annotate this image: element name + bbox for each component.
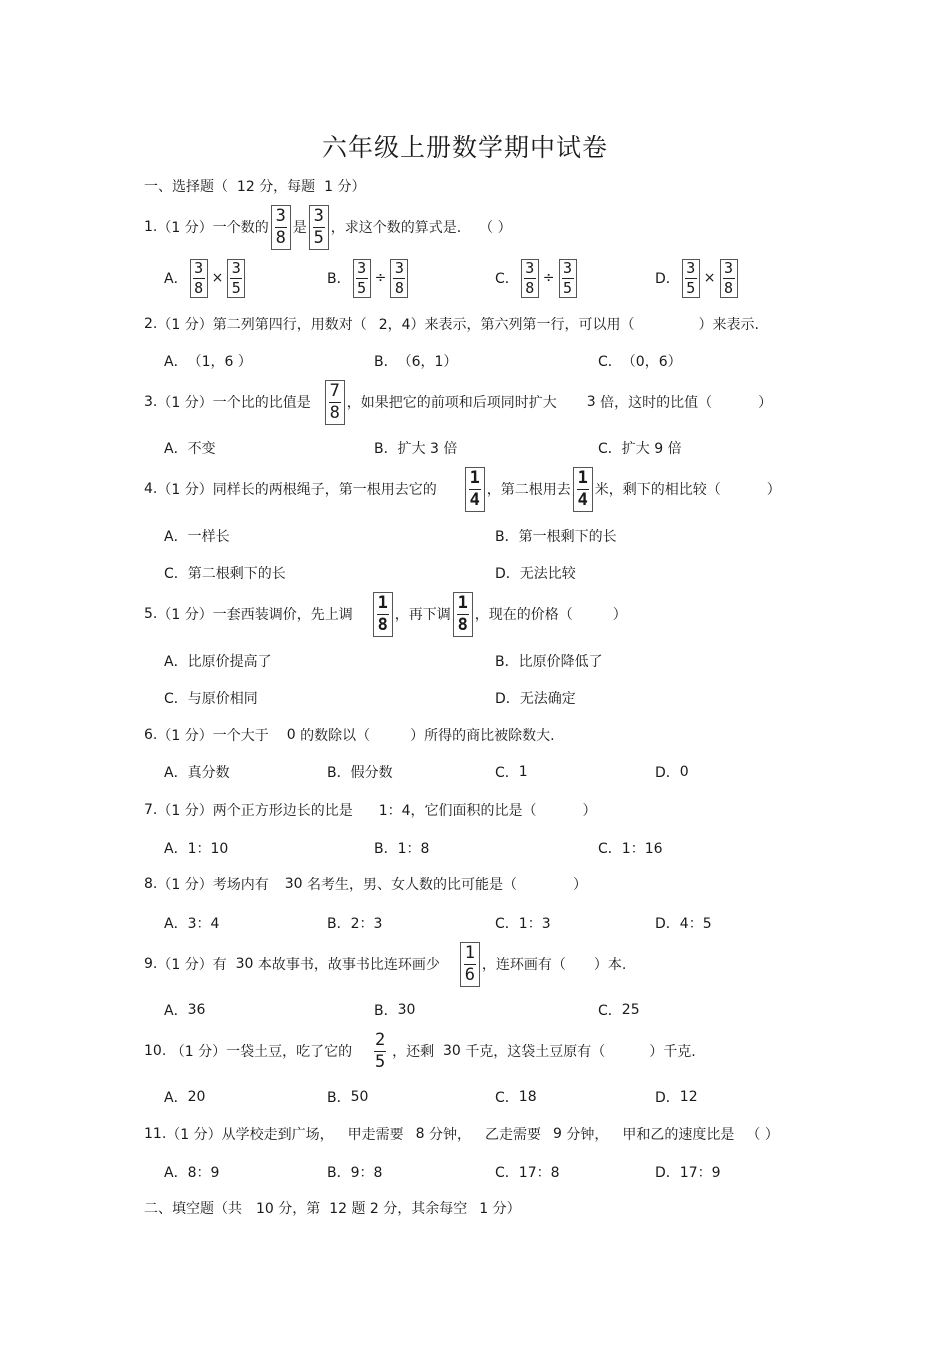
q3-option-c[interactable] — [598, 428, 682, 468]
q9-num: 9. — [144, 956, 158, 972]
q9-options-0-text: 36 — [187, 1002, 206, 1018]
q5-options-1-text: 比原价降低了 — [518, 654, 603, 670]
q11-score: （1 分） — [166, 1127, 222, 1143]
q3-text_b: ，如果把它的前项和后项同时扩大 — [346, 395, 557, 411]
section2-one: 1 — [479, 1201, 489, 1217]
q5-options-1-letter: B． — [495, 654, 519, 670]
q2-option-b[interactable] — [374, 341, 457, 381]
q4-text_c: 米，剩下的相比较（ — [594, 482, 721, 498]
q9-count: 30 — [235, 956, 254, 972]
q9-option-c[interactable] — [598, 990, 640, 1030]
q11-options-2-text: 17：8 — [518, 1165, 560, 1181]
q10-text_d: ）千克. — [649, 1044, 696, 1060]
q1-text_a: 一个数的 — [212, 220, 269, 236]
section1-mid: 分，每题 — [259, 179, 316, 195]
q1-options-3-f1-0: 3 — [686, 258, 696, 277]
q5-frac1-0: 1 — [377, 592, 388, 613]
q10-options-3-text: 12 — [679, 1089, 698, 1105]
q4-options-1-letter: B． — [495, 529, 519, 545]
q9-text_d: ）本. — [593, 957, 627, 973]
q8-options-0-letter: A． — [164, 916, 188, 932]
question-10 — [144, 1031, 696, 1071]
q2-score: （1 分） — [157, 317, 213, 333]
question-4 — [144, 469, 781, 509]
q11-option-d[interactable] — [655, 1152, 721, 1192]
fraction — [227, 259, 245, 298]
q10-options-1-letter: B． — [327, 1090, 351, 1106]
q6-score: （1 分） — [157, 728, 213, 744]
q1-frac2-1: 5 — [313, 227, 324, 248]
q1-options-0-f2-0: 3 — [231, 258, 241, 277]
q10-options-0-text: 20 — [187, 1089, 206, 1105]
q7-options-0-letter: A． — [164, 841, 188, 857]
question-1 — [144, 207, 512, 247]
q5-options-3-letter: D． — [495, 691, 520, 707]
q5-option-d[interactable] — [495, 678, 576, 718]
q11-text_g: （ ） — [746, 1127, 779, 1143]
q10-options-2-letter: C． — [495, 1090, 519, 1106]
q3-text_a: 一个比的比值是 — [212, 395, 311, 411]
section2-end: 分） — [492, 1201, 521, 1217]
fraction — [573, 467, 593, 512]
q9-text_b: 本故事书，故事书比连环画少 — [257, 957, 440, 973]
q3-frac-1: 8 — [329, 402, 340, 423]
q6-option-d[interactable] — [655, 752, 689, 792]
q8-options-1-text: 2：3 — [350, 916, 383, 932]
q6-option-b[interactable] — [327, 752, 393, 792]
q10-options-0-letter: A． — [164, 1090, 188, 1106]
q7-option-b[interactable] — [374, 828, 429, 868]
q1-is: 是 — [292, 220, 307, 236]
question-5 — [144, 594, 627, 634]
q9-options-2-text: 25 — [621, 1002, 640, 1018]
q1-options-1-letter: B． — [327, 271, 351, 287]
q8-score: （1 分） — [157, 877, 213, 893]
q2-num: 2. — [144, 316, 158, 332]
q7-options-2-text: 1：16 — [621, 841, 663, 857]
fraction — [682, 259, 700, 298]
q3-option-a[interactable] — [164, 428, 216, 468]
q1-option-d[interactable] — [655, 258, 740, 298]
q8-options-3-text: 4：5 — [679, 916, 712, 932]
q4-options-3-text: 无法比较 — [519, 566, 576, 582]
q5-text_a: 一套西装调价，先上调 — [212, 607, 353, 623]
q2-options-0-letter: A． — [164, 354, 188, 370]
q5-text_b: ，再下调 — [394, 607, 451, 623]
q1-options-2-f1-0: 3 — [525, 258, 535, 277]
q2-options-0-text: （1，6 ） — [187, 354, 252, 370]
q6-options-1-letter: B． — [327, 765, 351, 781]
section2-qnum: 12 — [329, 1201, 348, 1217]
q11-m1: 8 — [415, 1126, 425, 1142]
question-9 — [144, 944, 626, 984]
section1-label: 一、选择题（ — [144, 179, 228, 195]
q1-options-3-op: × — [703, 270, 716, 286]
q3-frac-0: 7 — [329, 380, 340, 401]
q4-options-3-letter: D． — [495, 566, 520, 582]
q8-option-d[interactable] — [655, 903, 712, 943]
q7-num: 7. — [144, 802, 158, 818]
q5-option-c[interactable] — [164, 678, 258, 718]
fraction — [720, 259, 738, 298]
q10-frac-1: 5 — [374, 1051, 386, 1072]
q2-option-a[interactable] — [164, 341, 252, 381]
q3-options-1-text: 扩大 3 倍 — [397, 441, 458, 457]
q5-options-2-text: 与原价相同 — [187, 691, 258, 707]
q11-m2: 9 — [553, 1126, 562, 1142]
section2-two: 2 — [369, 1201, 379, 1217]
fraction — [325, 380, 345, 425]
q9-option-a[interactable] — [164, 990, 205, 1030]
fraction — [190, 259, 208, 298]
q1-options-3-letter: D． — [655, 271, 680, 287]
q2-options-1-letter: B． — [374, 354, 398, 370]
fraction — [559, 259, 577, 298]
fraction — [271, 205, 291, 250]
q10-text_a: 一袋土豆，吃了它的 — [226, 1044, 353, 1060]
q10-option-b[interactable] — [327, 1077, 368, 1117]
q6-options-2-letter: C． — [495, 765, 519, 781]
q6-options-0-text: 真分数 — [187, 765, 230, 781]
q4-text_a: 同样长的两根绳子，第一根用去它的 — [212, 482, 437, 498]
q1-option-c[interactable] — [495, 258, 579, 298]
q8-options-1-letter: B． — [327, 916, 351, 932]
q11-text_c: 分钟， — [429, 1127, 471, 1143]
q7-text_b: 它们面积的比是（ — [424, 803, 537, 819]
q3-option-b[interactable] — [374, 428, 457, 468]
q9-score: （1 分） — [157, 957, 213, 973]
q1-option-a[interactable] — [164, 258, 247, 298]
q4-num: 4. — [144, 481, 158, 497]
q11-options-2-letter: C． — [495, 1165, 519, 1181]
q4-options-0-text: 一样长 — [187, 529, 230, 545]
q1-options-0-f2-1: 5 — [231, 278, 241, 297]
q4-score: （1 分） — [157, 482, 213, 498]
q8-options-0-text: 3：4 — [187, 916, 220, 932]
q11-options-1-text: 9：8 — [350, 1165, 383, 1181]
q8-text_b: 名考生，男、女人数的比可能是（ — [307, 877, 517, 893]
q10-options-1-text: 50 — [350, 1089, 369, 1105]
q4-options-0-letter: A． — [164, 529, 188, 545]
q1-options-3-f2-1: 8 — [724, 278, 734, 297]
q3-num: 3. — [144, 394, 158, 410]
q7-score: （1 分） — [157, 803, 213, 819]
q11-options-0-text: 8：9 — [187, 1165, 220, 1181]
q6-option-c[interactable] — [495, 752, 528, 792]
q7-ratio: 1：4， — [378, 803, 425, 819]
q8-option-c[interactable] — [495, 903, 551, 943]
q4-option-d[interactable] — [495, 553, 576, 593]
q1-option-b[interactable] — [327, 258, 410, 298]
question-2 — [144, 304, 759, 344]
q4-frac2-0: 1 — [577, 467, 588, 488]
q10-frac-0: 2 — [374, 1029, 386, 1050]
q2-text_b: 来表示，第六列第一行，可以用（ — [424, 317, 635, 333]
q5-text_d: ） — [612, 607, 627, 623]
q4-text_b: ，第二根用去 — [486, 482, 571, 498]
q1-options-2-f2-0: 3 — [563, 258, 573, 277]
q11-text_a: 从学校走到广场， — [221, 1127, 334, 1143]
q4-option-a[interactable] — [164, 516, 230, 556]
q6-text_a: 一个大于 — [212, 728, 269, 744]
q8-options-2-letter: C． — [495, 916, 519, 932]
q2-text_a: 第二列第四行，用数对（ — [212, 317, 367, 333]
q5-option-b[interactable] — [495, 641, 603, 681]
fraction — [521, 259, 539, 298]
q1-text_b: ，求这个数的算式是. — [330, 220, 462, 236]
q7-option-c[interactable] — [598, 828, 663, 868]
q10-options-3-letter: D． — [655, 1090, 680, 1106]
q11-text_e: 分钟， — [566, 1127, 609, 1143]
section2-mid2: 题 — [351, 1201, 366, 1217]
q5-frac2-0: 1 — [457, 592, 468, 613]
q2-options-2-text: （0，6） — [621, 354, 682, 370]
q8-num: 8. — [144, 876, 158, 892]
q3-options-2-letter: C． — [598, 441, 622, 457]
fraction — [373, 592, 393, 637]
q1-paren: （ ） — [479, 220, 512, 236]
q1-options-1-f2-1: 8 — [394, 278, 404, 297]
section2-points: 10 — [256, 1201, 274, 1217]
q4-text_d: ） — [766, 482, 781, 498]
q6-zero: 0 — [286, 727, 296, 743]
q8-count: 30 — [284, 876, 303, 892]
section2-mid3: 分，其余每空 — [383, 1201, 468, 1217]
q7-text_c: ） — [582, 803, 597, 819]
q7-text_a: 两个正方形边长的比是 — [212, 803, 353, 819]
q6-num: 6. — [144, 727, 158, 743]
q4-options-1-text: 第一根剩下的长 — [518, 529, 617, 545]
q6-options-2-text: 1 — [518, 764, 528, 780]
q5-frac1-1: 8 — [377, 614, 388, 635]
q1-options-0-f1-0: 3 — [194, 258, 204, 277]
q1-options-0-f1-1: 8 — [194, 278, 204, 297]
q7-options-0-text: 1：10 — [187, 841, 229, 857]
q4-options-2-letter: C． — [164, 566, 188, 582]
section2-mid: 分，第 — [278, 1201, 321, 1217]
q1-options-1-f1-0: 3 — [357, 258, 367, 277]
q3-score: （1 分） — [157, 395, 213, 411]
q1-options-0-letter: A． — [164, 271, 188, 287]
q11-option-b[interactable] — [327, 1152, 382, 1192]
q11-text_d: 乙走需要 — [485, 1127, 541, 1143]
q1-options-2-letter: C． — [495, 271, 519, 287]
page-title: 六年级上册数学期中试卷 — [321, 133, 608, 162]
q7-options-1-letter: B． — [374, 841, 398, 857]
q4-frac1-0: 1 — [469, 467, 480, 488]
q1-num: 1. — [144, 219, 158, 235]
q6-options-0-letter: A． — [164, 765, 188, 781]
q5-num: 5. — [144, 606, 158, 622]
q5-options-0-letter: A． — [164, 654, 188, 670]
q11-options-1-letter: B． — [327, 1165, 351, 1181]
section1-points: 12 — [236, 179, 255, 195]
q4-frac2-1: 4 — [577, 489, 588, 510]
q5-text_c: ，现在的价格（ — [474, 607, 573, 623]
q1-options-2-f1-1: 8 — [525, 278, 535, 297]
q3-times: 3 — [586, 394, 596, 410]
q1-frac1-1: 8 — [275, 227, 286, 248]
q2-option-c[interactable] — [598, 341, 682, 381]
q6-options-3-letter: D． — [655, 765, 680, 781]
q8-options-2-text: 1：3 — [518, 916, 551, 932]
section2-label: 二、填空题（共 — [144, 1201, 242, 1217]
q11-options-0-letter: A． — [164, 1165, 188, 1181]
q10-option-c[interactable] — [495, 1077, 537, 1117]
q11-options-3-text: 17：9 — [679, 1165, 721, 1181]
q9-text_a: 有 — [212, 957, 227, 973]
q4-frac1-1: 4 — [469, 489, 480, 510]
question-3 — [144, 382, 772, 422]
q2-options-1-text: （6，1） — [397, 354, 458, 370]
q5-options-2-letter: C． — [164, 691, 188, 707]
q9-options-1-text: 30 — [397, 1002, 416, 1018]
q3-text_c: 倍，这时的比值（ — [600, 395, 713, 411]
fraction — [460, 942, 480, 987]
q8-options-3-letter: D． — [655, 916, 680, 932]
q8-option-b[interactable] — [327, 903, 382, 943]
q1-options-1-f2-0: 3 — [394, 258, 404, 277]
q5-frac2-1: 8 — [457, 614, 468, 635]
q11-num: 11. — [144, 1126, 167, 1142]
q3-options-0-text: 不变 — [187, 441, 216, 457]
question-7 — [144, 790, 597, 830]
q11-options-3-letter: D． — [655, 1165, 680, 1181]
q2-pair: 2，4） — [378, 317, 425, 333]
q1-options-2-op: ÷ — [542, 270, 555, 286]
q8-text_c: ） — [573, 877, 587, 893]
q10-text_c: 千克，这袋土豆原有（ — [465, 1044, 606, 1060]
q10-text_b: ，还剩 — [392, 1044, 435, 1060]
q11-text_b: 甲走需要 — [347, 1127, 404, 1143]
q1-options-3-f1-1: 5 — [686, 278, 696, 297]
q1-options-1-f1-1: 5 — [357, 278, 367, 297]
q4-option-c[interactable] — [164, 553, 286, 593]
q7-option-a[interactable] — [164, 828, 228, 868]
q3-options-2-text: 扩大 9 倍 — [621, 441, 682, 457]
q6-text_c: ）所得的商比被除数大. — [410, 728, 555, 744]
q9-options-0-letter: A． — [164, 1003, 188, 1019]
q6-option-a[interactable] — [164, 752, 230, 792]
q9-options-1-letter: B． — [374, 1003, 398, 1019]
section1-each: 1 — [324, 179, 334, 195]
question-6 — [144, 715, 555, 755]
q6-options-1-text: 假分数 — [350, 765, 393, 781]
fraction — [309, 205, 329, 250]
q10-options-2-text: 18 — [518, 1089, 537, 1105]
question-8 — [144, 864, 587, 904]
q8-option-a[interactable] — [164, 903, 219, 943]
section-header-choice — [144, 176, 365, 196]
q1-options-0-op: × — [211, 270, 224, 286]
q8-text_a: 考场内有 — [212, 877, 269, 893]
q9-option-b[interactable] — [374, 990, 415, 1030]
q9-frac-1: 6 — [464, 964, 476, 985]
fraction — [353, 259, 371, 298]
q1-options-1-op: ÷ — [374, 270, 387, 286]
fraction — [370, 1029, 390, 1074]
section-header-fill — [144, 1198, 521, 1218]
q3-text_d: ） — [758, 395, 773, 411]
section1-end: 分） — [337, 179, 366, 195]
q6-options-3-text: 0 — [679, 764, 689, 780]
question-11 — [144, 1114, 779, 1154]
fraction — [465, 467, 485, 512]
q10-option-a[interactable] — [164, 1077, 205, 1117]
q1-frac2-0: 3 — [313, 205, 324, 226]
q2-options-2-letter: C． — [598, 354, 622, 370]
q3-options-1-letter: B． — [374, 441, 398, 457]
q11-text_f: 甲和乙的速度比是 — [622, 1127, 735, 1143]
q9-frac-0: 1 — [464, 942, 476, 963]
q4-option-b[interactable] — [495, 516, 617, 556]
fraction — [390, 259, 408, 298]
q7-options-2-letter: C． — [598, 841, 622, 857]
q11-option-c[interactable] — [495, 1152, 560, 1192]
q5-option-a[interactable] — [164, 641, 272, 681]
fraction — [453, 592, 473, 637]
q11-option-a[interactable] — [164, 1152, 219, 1192]
q9-options-2-letter: C． — [598, 1003, 622, 1019]
q3-options-0-letter: A． — [164, 441, 188, 457]
q5-options-0-text: 比原价提高了 — [187, 654, 272, 670]
q6-text_b: 的数除以（ — [300, 728, 371, 744]
q5-options-3-text: 无法确定 — [519, 691, 576, 707]
q9-text_c: ，连环画有（ — [481, 957, 566, 973]
q10-kg: 30 — [442, 1043, 461, 1059]
q4-options-2-text: 第二根剩下的长 — [187, 566, 286, 582]
q7-options-1-text: 1：8 — [397, 841, 430, 857]
q10-num: 10. — [144, 1043, 167, 1059]
q1-options-2-f2-1: 5 — [563, 278, 573, 297]
q10-option-d[interactable] — [655, 1077, 698, 1117]
q1-frac1-0: 3 — [275, 205, 286, 226]
q1-options-3-f2-0: 3 — [724, 258, 734, 277]
q10-score: （1 分） — [170, 1044, 227, 1060]
q5-score: （1 分） — [157, 607, 213, 623]
q2-text_c: ）来表示. — [698, 317, 759, 333]
q1-score: （1 分） — [157, 220, 213, 236]
